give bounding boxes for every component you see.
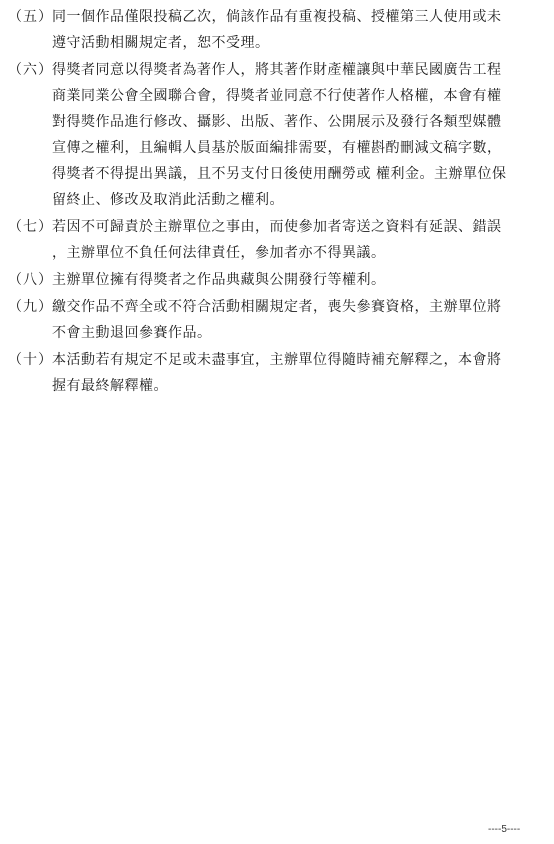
clause-6 (8, 57, 552, 213)
clause-text (52, 347, 552, 399)
clause-5 (8, 4, 552, 56)
clause-9 (8, 294, 552, 346)
clause-line: 遵守活動相關規定者，恕不受理。 (52, 35, 270, 51)
clause-number: （七） (8, 219, 53, 235)
clause-line: 若因不可歸責於主辦單位之事由，而使參加者寄送之資料有延誤、錯誤 (52, 219, 502, 235)
clause-number: （六） (8, 62, 53, 78)
clause-line: 不會主動退回參賽作品。 (52, 325, 212, 341)
clause-line: 宣傳之權利，且編輯人員基於版面編排需要，有權斟酌刪減文稿字數， (52, 140, 502, 156)
clause-8 (8, 267, 552, 293)
page-number: ----5---- (488, 824, 521, 835)
clause-number: （八） (8, 272, 53, 288)
clause-text (52, 4, 552, 56)
clause-line: 商業同業公會全國聯合會，得獎者並同意不行使著作人格權，本會有權 (52, 88, 502, 104)
clause-text (52, 294, 552, 346)
clause-line: 本活動若有規定不足或未盡事宜，主辦單位得隨時補充解釋之，本會將 (52, 352, 502, 368)
clause-line: 對得獎作品進行修改、攝影、出版、著作、公開展示及發行各類型媒體 (52, 114, 502, 130)
clause-number: （九） (8, 299, 53, 315)
clause-text (52, 267, 552, 293)
clause-line: 留終止、修改及取消此活動之權利。 (52, 192, 284, 208)
clause-10 (8, 347, 552, 399)
clause-line: ，主辦單位不負任何法律責任，參加者亦不得異議。 (52, 245, 386, 261)
clause-text (52, 214, 552, 266)
clause-list (8, 4, 552, 399)
clause-line: 同一個作品僅限投稿乙次，倘該作品有重複投稿、授權第三人使用或未 (52, 9, 502, 25)
clause-line: 得獎者同意以得獎者為著作人，將其著作財產權讓與中華民國廣告工程 (52, 62, 502, 78)
clause-line: 得獎者不得提出異議，且不另支付日後使用酬勞或 權利金。主辦單位保 (52, 166, 507, 182)
clause-number: （五） (8, 9, 53, 25)
clause-line: 握有最終解釋權。 (52, 378, 168, 394)
clause-number: （十） (8, 352, 53, 368)
clause-line: 主辦單位擁有得獎者之作品典藏與公開發行等權利。 (52, 272, 386, 288)
clause-line: 繳交作品不齊全或不符合活動相關規定者，喪失參賽資格，主辦單位將 (52, 299, 502, 315)
clause-text (52, 57, 552, 213)
clause-7 (8, 214, 552, 266)
